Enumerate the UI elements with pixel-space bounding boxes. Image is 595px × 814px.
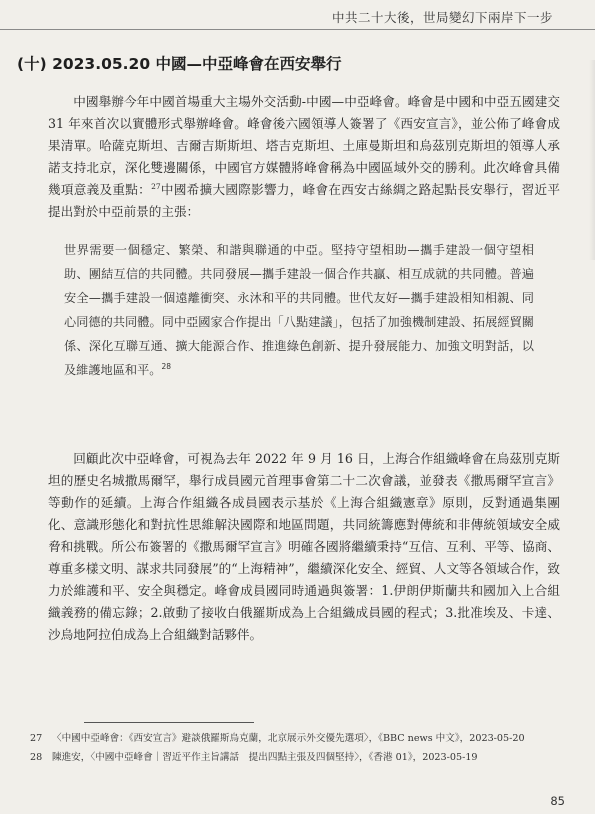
block-quote — [64, 238, 534, 382]
page-number: 85 — [550, 794, 565, 808]
paragraph-intro-text: 中國舉辦今年中國首場重大主場外交活動-中國—中亞峰會。峰會是中國和中亞五國建交 31 年來首次以實體形式舉辦峰會。峰會後六國領導人簽署了《西安宣言》，並公佈了峰會成果清單。哈薩克斯坦、吉爾吉斯斯坦、塔吉克斯坦、土庫曼斯坦和烏茲別克斯坦的領導人承諾支持北京，深化雙邊關係，中國官方媒體將峰會稱為中國區域外交的勝利。此次峰會具備幾項意義及重點： — [48, 94, 560, 197]
footnote-number: 27 — [30, 733, 43, 744]
footnote-ref-27[interactable]: 27 — [151, 181, 161, 191]
footnote-ref-28[interactable]: 28 — [161, 361, 172, 371]
section-title: (十) 2023.05.20 中國—中亞峰會在西安舉行 — [17, 55, 342, 73]
running-header: 中共二十大後，世局變幻下兩岸下一步 — [331, 10, 553, 25]
footnotes — [30, 732, 560, 769]
block-quote-text: 世界需要一個穩定、繁榮、和諧與聯通的中亞。堅持守望相助—攜手建設一個守望相助、團結互信的共同體。共同發展—攜手建設一個合作共贏、相互成就的共同體。普遍安全—攜手建設一個遠離衝突、永沐和平的共同體。世代友好—攜手建設相知相親、同心同德的共同體。同中亞國家合作提出「八點建議」，包括了加強機制建設、拓展經貿關係、深化互聯互通、擴大能源合作、推進綠色創新、提升發展能力、加強文明對話，以及維護地區和平。 — [64, 243, 534, 377]
paragraph-intro — [48, 91, 560, 223]
footnote-item — [30, 751, 560, 766]
footnote-item — [30, 732, 560, 747]
footnote-text: 〈中國中亞峰會：《西安宣言》避談俄羅斯烏克蘭，北京展示外交優先選項〉，《BBC news 中文》，2023-05-20 — [52, 733, 525, 744]
footnote-number: 28 — [30, 751, 43, 763]
paragraph-review: 回顧此次中亞峰會，可視為去年 2022 年 9 月 16 日，上海合作組織峰會在烏茲別克斯坦的歷史名城撒馬爾罕，舉行成員國元首理事會第二十二次會議，並發表《撒馬爾罕宣言》等動作的延續。上海合作組織各成員國表示基於《上海合組織憲章》原則，反對通過集團化、意識形態化和對抗性思維解決國際和地區問題，共同統籌應對傳統和非傳統領域安全威脅和挑戰。所公布簽署的《撒馬爾罕宣言》明確各國將繼續秉持“互信、互利、平等、協商、尊重多樣文明、謀求共同發展”的“上海精神”，繼續深化安全、經貿、人文等各領域合作，致力於維護和平、安全與穩定。峰會成員國同時通過與簽署：1.伊朗伊斯蘭共和國加入上合組織義務的備忘錄；2.啟動了接收白俄羅斯成為上合組織成員國的程式；3.批准埃及、卡達、沙烏地阿拉伯成為上合組織對話夥伴。 — [48, 451, 560, 642]
header-rule — [0, 29, 595, 30]
paragraph-intro-tail: 中國希擴大國際影響力，峰會在西安古絲綢之路起點長安舉行，習近平提出對於中亞前景的主張： — [48, 182, 561, 219]
footnote-text: 陳進安，〈中國中亞峰會｜習近平作主旨講話 提出四點主張及四個堅持〉，《香港 01》，2023-05-19 — [52, 751, 478, 763]
page-edge-shadow — [589, 60, 595, 260]
footnote-rule — [84, 722, 254, 723]
